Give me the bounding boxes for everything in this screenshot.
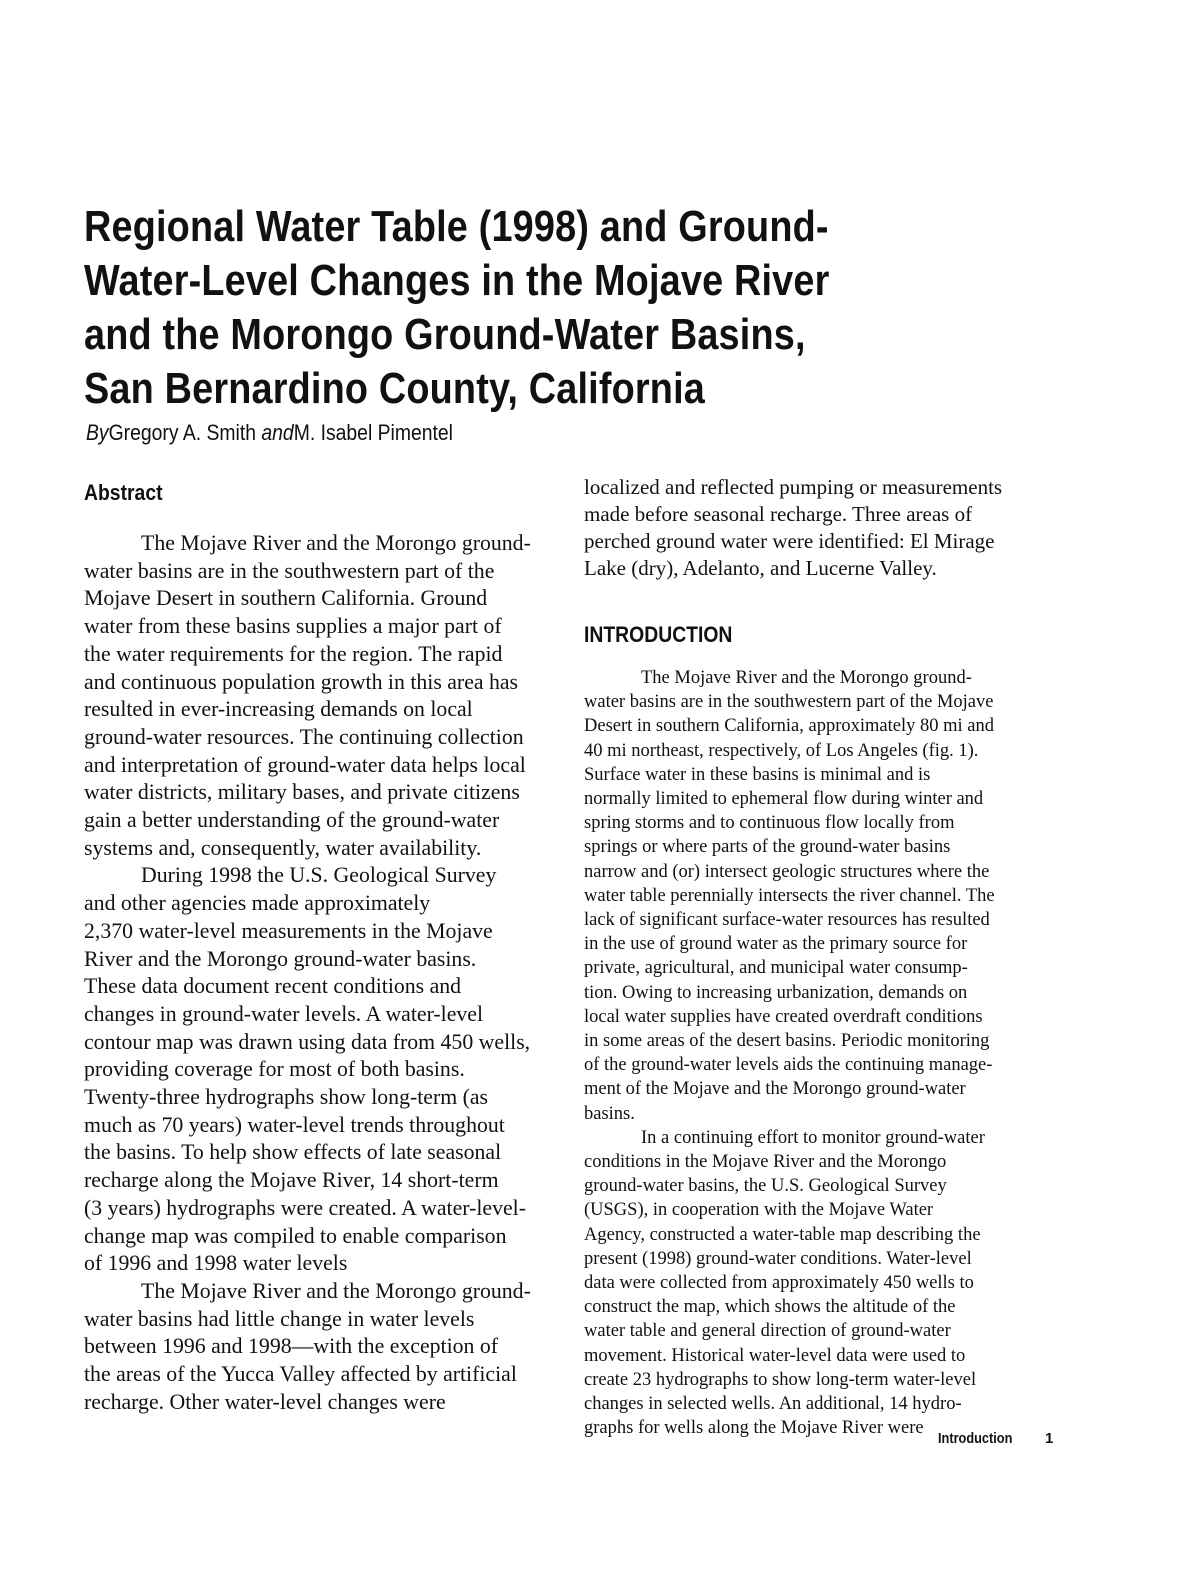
text-line: localized and reflected pumping or measurements bbox=[584, 475, 1003, 499]
text-line: Desert in southern California, approximately 80 mi and bbox=[584, 716, 994, 737]
text-line: Agency, constructed a water-table map describing the bbox=[584, 1224, 981, 1245]
text-line: During 1998 the U.S. Geological Survey bbox=[141, 863, 497, 888]
text-line: water from these basins supplies a major part of bbox=[84, 614, 502, 639]
abstract-paragraph bbox=[84, 530, 559, 862]
text-line: contour map was drawn using data from 450 wells, bbox=[84, 1029, 531, 1054]
text-line: between 1996 and 1998—with the exception of bbox=[84, 1334, 499, 1359]
text-line: changes in ground-water levels. A water-level bbox=[84, 1001, 484, 1026]
introduction-paragraph bbox=[584, 1126, 1059, 1441]
text-line: River and the Morongo ground-water basins. bbox=[84, 946, 477, 971]
text-line: movement. Historical water-level data were used to bbox=[584, 1345, 966, 1366]
text-line: Twenty-three hydrographs show long-term (as bbox=[84, 1085, 489, 1110]
text-line: present (1998) ground-water conditions. Water-level bbox=[584, 1248, 972, 1269]
introduction-heading: INTRODUCTION bbox=[584, 622, 733, 647]
text-line: The Mojave River and the Morongo ground- bbox=[141, 531, 531, 555]
text-line: ground-water basins, the U.S. Geological Survey bbox=[584, 1176, 947, 1197]
title-line: Regional Water Table (1998) and Ground- bbox=[84, 202, 829, 251]
text-line: water table perennially intersects the river channel. The bbox=[584, 885, 995, 906]
text-line: the areas of the Yucca Valley affected by artificial bbox=[84, 1362, 517, 1387]
text-line: data were collected from approximately 450 wells to bbox=[584, 1273, 974, 1294]
abstract-paragraph bbox=[84, 862, 559, 1278]
text-line: made before seasonal recharge. Three areas of bbox=[584, 502, 973, 526]
text-line: create 23 hydrographs to show long-term water-level bbox=[584, 1369, 977, 1390]
title-line: and the Morongo Ground-Water Basins, bbox=[84, 310, 806, 359]
footer-section-label: Introduction bbox=[938, 1430, 1013, 1447]
text-line: water districts, military bases, and private citizens bbox=[84, 780, 520, 805]
author-byline bbox=[86, 420, 453, 446]
text-line: The Mojave River and the Morongo ground- bbox=[141, 1278, 531, 1303]
author-name: Gregory A. Smith bbox=[108, 420, 262, 445]
text-line: in the use of ground water as the primary source for bbox=[584, 934, 968, 955]
text-line: providing coverage for most of both basins. bbox=[84, 1057, 465, 1082]
text-line: recharge along the Mojave River, 14 short-term bbox=[84, 1168, 499, 1193]
text-line: water basins had little change in water levels bbox=[84, 1306, 475, 1331]
title-line: Water-Level Changes in the Mojave River bbox=[84, 256, 830, 305]
text-line: tion. Owing to increasing urbanization, demands on bbox=[584, 982, 968, 1003]
text-line: Surface water in these basins is minimal and is bbox=[584, 764, 931, 785]
text-line: and other agencies made approximately bbox=[84, 891, 431, 916]
text-line: water basins are in the southwestern part of the bbox=[84, 558, 495, 583]
text-line: narrow and (or) intersect geologic structures where the bbox=[584, 861, 990, 882]
text-line: private, agricultural, and municipal water consump- bbox=[584, 958, 968, 979]
text-line: In a continuing effort to monitor ground-water bbox=[641, 1127, 985, 1148]
text-line: springs or where parts of the ground-water basins bbox=[584, 837, 951, 858]
text-line: much as 70 years) water-level trends throughout bbox=[84, 1112, 505, 1137]
left-column bbox=[84, 472, 559, 1417]
text-line: ground-water resources. The continuing collection bbox=[84, 724, 524, 749]
text-line: (USGS), in cooperation with the Mojave Water bbox=[584, 1200, 934, 1221]
text-line: basins. bbox=[584, 1103, 635, 1124]
abstract-heading: Abstract bbox=[84, 480, 163, 505]
author-name: M. Isabel Pimentel bbox=[293, 420, 453, 445]
text-line: perched ground water were identified: El Mirage bbox=[584, 529, 995, 553]
text-line: spring storms and to continuous flow locally from bbox=[584, 813, 955, 834]
introduction-paragraph bbox=[584, 666, 1059, 1126]
text-line: recharge. Other water-level changes were bbox=[84, 1389, 446, 1414]
byline-and: and bbox=[261, 420, 294, 445]
text-line: of the ground-water levels aids the continuing manage- bbox=[584, 1055, 993, 1076]
text-line: the water requirements for the region. The rapid bbox=[84, 641, 503, 666]
text-line: construct the map, which shows the altitude of the bbox=[584, 1297, 956, 1318]
text-line: (3 years) hydrographs were created. A water-level- bbox=[84, 1195, 526, 1220]
text-line: gain a better understanding of the ground-water bbox=[84, 808, 500, 833]
text-line: The Mojave River and the Morongo ground- bbox=[641, 668, 972, 688]
page-number: 1 bbox=[1045, 1430, 1054, 1447]
text-line: 2,370 water-level measurements in the Mojave bbox=[84, 918, 493, 943]
text-line: of 1996 and 1998 water levels bbox=[84, 1251, 348, 1276]
text-line: local water supplies have created overdraft conditions bbox=[584, 1006, 983, 1027]
text-line: change map was compiled to enable comparison bbox=[84, 1223, 507, 1248]
text-line: 40 mi northeast, respectively, of Los Angeles (fig. 1). bbox=[584, 740, 979, 761]
text-line: conditions in the Mojave River and the Morongo bbox=[584, 1152, 947, 1173]
text-line: These data document recent conditions and bbox=[84, 974, 462, 999]
right-column bbox=[584, 472, 1059, 1441]
title-line: San Bernardino County, California bbox=[84, 364, 705, 413]
byline-by: By bbox=[86, 420, 109, 445]
text-line: lack of significant surface-water resources has resulted bbox=[584, 910, 990, 931]
text-line: and continuous population growth in this area has bbox=[84, 669, 519, 694]
text-line: systems and, consequently, water availability. bbox=[84, 835, 482, 860]
text-line: resulted in ever-increasing demands on local bbox=[84, 697, 473, 722]
text-line: graphs for wells along the Mojave River were bbox=[584, 1418, 924, 1439]
text-line: water basins are in the southwestern part of the Mojave bbox=[584, 692, 994, 713]
abstract-paragraph bbox=[84, 1278, 559, 1417]
text-line: the basins. To help show effects of late seasonal bbox=[84, 1140, 502, 1165]
text-line: Lake (dry), Adelanto, and Lucerne Valley. bbox=[584, 556, 937, 580]
text-line: water table and general direction of ground-water bbox=[584, 1321, 951, 1342]
abstract-continuation bbox=[584, 474, 1059, 582]
text-line: normally limited to ephemeral flow during winter and bbox=[584, 789, 984, 810]
document-title bbox=[84, 200, 858, 416]
text-line: ment of the Mojave and the Morongo ground-water bbox=[584, 1079, 966, 1100]
text-line: Mojave Desert in southern California. Ground bbox=[84, 586, 488, 611]
text-line: in some areas of the desert basins. Periodic monitoring bbox=[584, 1031, 990, 1052]
text-line: changes in selected wells. An additional, 14 hydro- bbox=[584, 1394, 962, 1415]
text-line: and interpretation of ground-water data helps local bbox=[84, 752, 526, 777]
